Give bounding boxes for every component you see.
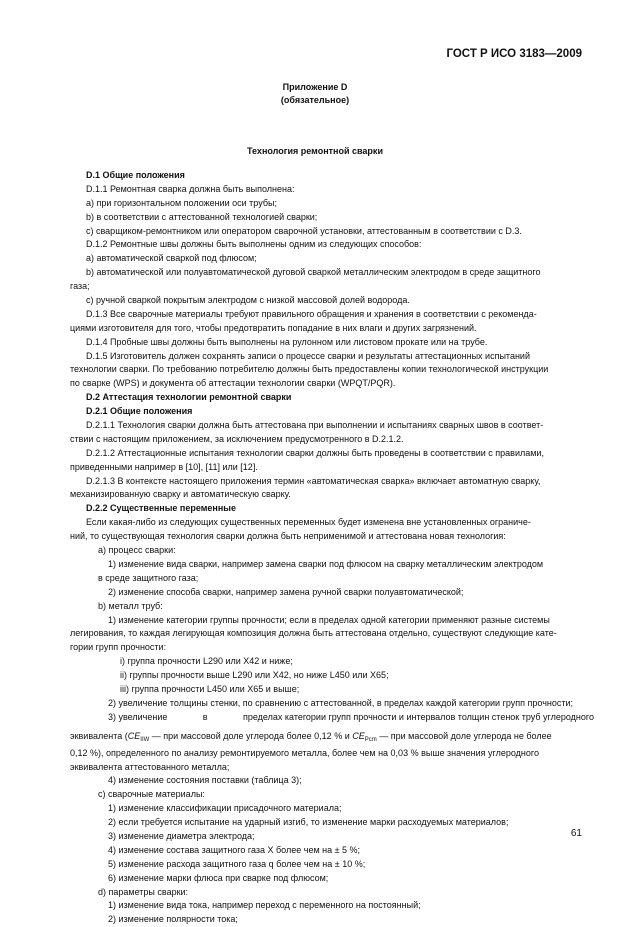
heading-d21: D.2.1 Общие положения xyxy=(86,406,193,417)
paragraph-line: в среде защитного газа; xyxy=(98,572,199,583)
paragraph-line: D.1.5 Изготовитель должен сохранять записи о процессе сварки и результаты аттестационных испытаний xyxy=(86,350,530,361)
paragraph-line: D.1.1 Ремонтная сварка должна быть выполнена: xyxy=(86,183,295,194)
list-item: b) автоматической или полуавтоматической дуговой сваркой металлическим электродом в среде защитного xyxy=(86,267,541,278)
paragraph-line: по сварке (WPS) и документа об аттестации технологии сварки (WPQT/PQR). xyxy=(70,378,396,389)
document-body xyxy=(70,169,594,927)
paragraph-line: приведенными например в [10], [11] или [12]. xyxy=(70,461,258,472)
list-item: 1) изменение категории группы прочности; если в пределах одной категории применяют разные системы xyxy=(108,614,550,625)
page-number: 61 xyxy=(570,828,582,839)
paragraph-line: D.1.2 Ремонтные швы должны быть выполнены одним из следующих способов: xyxy=(86,239,422,250)
paragraph-line: гории групп прочности: xyxy=(70,642,167,653)
paragraph-line: Если какая-либо из следующих существенных переменных будет изменена вне установленных ограниче- xyxy=(86,517,531,528)
list-item: c) сварочные материалы: xyxy=(98,789,205,800)
heading-d22: D.2.2 Существенные переменные xyxy=(86,503,236,514)
paragraph-line: D.2.1.2 Аттестационные испытания технологии сварки должны быть проведены в соответствии с правилами, xyxy=(86,447,544,458)
text-fragment: — при массовой доле углерода не более xyxy=(376,730,552,741)
paragraph-line: эквивалента аттестованного металла; xyxy=(70,761,230,772)
list-item: 2) увеличение толщины стенки, по сравнению с аттестованной, в пределах каждой категории групп прочности; xyxy=(108,697,574,708)
section-title: Технология ремонтной сварки xyxy=(247,146,383,156)
paragraph-line: ствии с настоящим приложением, за исключением предусмотренного в D.2.1.2. xyxy=(70,433,404,444)
list-item: 2) изменение способа сварки, например замена ручной сварки полуавтоматической; xyxy=(108,586,464,597)
appendix-title: Приложение D xyxy=(282,82,348,92)
list-item: d) параметры сварки: xyxy=(98,886,189,897)
list-item: 2) если требуется испытание на ударный изгиб, то изменение марки расходуемых материалов; xyxy=(108,817,509,828)
list-item: a) при горизонтальном положении оси трубы; xyxy=(86,197,277,208)
text-fragment: в xyxy=(202,711,208,722)
paragraph-line: D.1.3 Все сварочные материалы требуют правильного обращения и хранения в соответствии с рекоменда- xyxy=(86,308,537,319)
text-fragment: 3) увеличение xyxy=(108,711,168,722)
list-item: b) металл труб: xyxy=(98,600,163,611)
list-item: 3) изменение диаметра электрода; xyxy=(108,830,255,841)
list-item: iii) группа прочности L450 или X65 и выше; xyxy=(120,683,300,694)
paragraph-line: ний, то существующая технология сварки должна быть неприменимой и аттестована новая технология: xyxy=(70,531,506,542)
list-item xyxy=(74,711,594,725)
list-item: 2) изменение полярности тока; xyxy=(108,914,238,925)
paragraph-line: D.2.1.3 В контексте настоящего приложения термин «автоматическая сварка» включает автоматную сварку, xyxy=(86,475,541,486)
heading-d1: D.1 Общие положения xyxy=(86,170,185,180)
paragraph-line: циями изготовителя для того, чтобы предотвратить попадание в них влаги и других загрязнений. xyxy=(70,322,477,333)
list-item: 5) изменение расхода защитного газа q более чем на ± 10 %; xyxy=(108,858,366,869)
list-item: 1) изменение вида сварки, например замена сварки под флюсом на сварку металлическим электродом xyxy=(108,558,544,569)
paragraph-line: механизированную сварку и автоматическую сварку. xyxy=(70,489,291,500)
list-item: b) в соответствии с аттестованной технологией сварки; xyxy=(86,211,318,222)
paragraph-line-formula xyxy=(70,725,594,747)
list-item: 4) изменение состава защитного газа X более чем на ± 5 %; xyxy=(108,844,361,855)
formula-subscript: IIW xyxy=(140,736,150,743)
paragraph-line: технологии сварки. По требованию потребителю должны быть предоставлены копии технологической инструкции xyxy=(70,364,549,375)
document-header: ГОСТ Р ИСО 3183—2009 xyxy=(446,48,582,60)
list-item: ii) группы прочности выше L290 или X42, но ниже L450 или X65; xyxy=(120,670,389,681)
text-fragment: — при массовой доле углерода более 0,12 % и xyxy=(149,730,353,741)
text-fragment: эквивалента ( xyxy=(70,730,128,741)
text-fragment: пределах категории групп прочности и интервалов толщин стенок труб углеродного xyxy=(242,711,594,722)
list-item: c) ручной сваркой покрытым электродом с низкой массовой долей водорода. xyxy=(86,295,410,306)
formula-ce: CE xyxy=(352,730,365,741)
formula-ce: CE xyxy=(127,730,141,741)
list-item: 6) изменение марки флюса при сварке под флюсом; xyxy=(108,872,329,883)
paragraph-line: 0,12 %), определенного по анализу ремонтируемого металла, более чем на 0,03 % выше значения углеродного xyxy=(70,747,539,758)
formula-subscript: Pcm xyxy=(364,736,377,743)
list-item: 4) изменение состояния поставки (таблица 3); xyxy=(108,775,302,786)
paragraph-line: газа; xyxy=(70,281,90,292)
paragraph-line: легирования, то каждая легирующая композиция должна быть аттестована отдельно, существуют следующие кате- xyxy=(70,628,557,639)
list-item: c) сварщиком-ремонтником или оператором сварочной установки, аттестованным в соответствии с D.3. xyxy=(86,225,522,236)
list-item: i) группа прочности L290 или X42 и ниже; xyxy=(120,656,293,667)
appendix-subtitle: (обязательное) xyxy=(280,95,350,105)
list-item: 1) изменение классификации присадочного материала; xyxy=(108,803,342,814)
list-item: 1) изменение вида тока, например переход с переменного на постоянный; xyxy=(108,900,421,911)
paragraph-line: D.1.4 Пробные швы должны быть выполнены на рулонном или листовом прокате или на трубе. xyxy=(86,336,488,347)
list-item: a) автоматической сваркой под флюсом; xyxy=(86,253,257,264)
list-item: a) процесс сварки: xyxy=(98,545,176,556)
heading-d2: D.2 Аттестация технологии ремонтной сварки xyxy=(86,392,292,403)
paragraph-line: D.2.1.1 Технология сварки должна быть аттестована при выполнении и испытаниях сварных швов в соответ- xyxy=(86,420,544,431)
